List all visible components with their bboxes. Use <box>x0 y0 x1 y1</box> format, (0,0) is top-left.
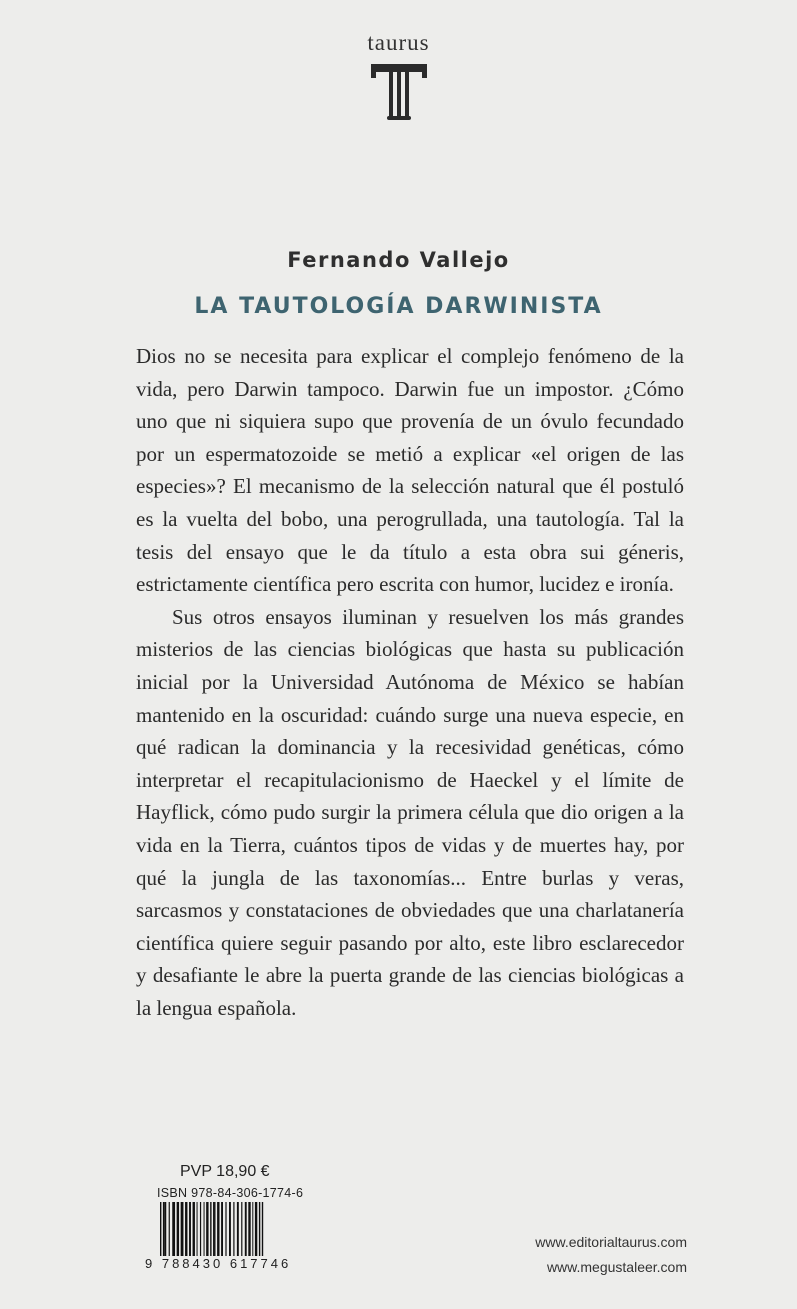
publisher-links <box>535 1230 687 1280</box>
barcode-bar <box>204 1202 205 1258</box>
barcode-bar <box>164 1202 166 1258</box>
barcode-bar <box>255 1202 257 1258</box>
barcode-bar <box>193 1202 195 1258</box>
price-label: PVP 18,90 € <box>180 1163 270 1180</box>
barcode-bar <box>217 1202 219 1258</box>
barcode-bar <box>185 1202 187 1258</box>
barcode-bar <box>181 1202 184 1258</box>
barcode-bar <box>225 1202 226 1258</box>
barcode-bar <box>177 1202 179 1258</box>
back-cover-blurb <box>136 340 684 1024</box>
author-name: Fernando Vallejo <box>287 248 510 272</box>
barcode-bar <box>206 1202 208 1258</box>
barcode-bar <box>221 1202 223 1258</box>
barcode-bar <box>233 1202 234 1258</box>
website-link-editorialtaurus[interactable]: www.editorialtaurus.com <box>535 1234 687 1250</box>
website-link-megustaleer[interactable]: www.megustaleer.com <box>546 1259 687 1275</box>
barcode-bar <box>197 1202 198 1258</box>
isbn-label: ISBN 978-84-306-1774-6 <box>157 1186 304 1200</box>
barcode-bar <box>241 1202 242 1258</box>
barcode-number: 9 788430 617746 <box>145 1256 313 1271</box>
barcode-bar <box>252 1202 253 1258</box>
barcode-bar <box>229 1202 231 1258</box>
blurb-paragraph: Sus otros ensayos iluminan y resuelven los más grandes misterios de las ciencias biológicas que hasta su publicación inicial por la Universidad Autónoma de México se habían mantenido en la oscuridad: cuándo surge una nueva especie, en qué radican la dominancia y la recesividad genéticas, cómo interpretar el recapitulacionismo de Haeckel y el límite de Hayflick, cómo pudo surgir la primera célula que dio origen a la vida en la Tierra, cuántos tipos de vidas y de muertes hay, por qué la jungla de las taxonomías... Entre burlas y veras, sarcasmos y constataciones de obviedades que una charlatanería científica quiere seguir pasando por alto, este libro esclarecedor y desafiante le abre la puerta grande de las ciencias biológicas a la lengua española. <box>136 604 684 1020</box>
blurb-paragraph: Dios no se necesita para explicar el complejo fenómeno de la vida, pero Darwin tampoco. Darwin fue un impostor. ¿Cómo uno que ni siquiera supo que provenía de un óvulo fecundado por un espermatozoide se metió a explicar «el origen de las especies»? El mecanismo de la selección natural que él postuló es la vuelta del bobo, una perogrullada, una tautología. Tal la tesis del ensayo que le da título a esta obra sui géneris, estrictamente científica pero escrita con humor, lucidez e ironía. <box>136 344 684 597</box>
taurus-t-logo-icon <box>370 62 428 122</box>
barcode-bar <box>172 1202 175 1258</box>
book-title: LA TAUTOLOGÍA DARWINISTA <box>194 294 603 319</box>
publisher-name: taurus <box>367 30 430 55</box>
barcode-bar <box>169 1202 170 1258</box>
barcode-bar <box>215 1202 216 1258</box>
barcode-bar <box>248 1202 250 1258</box>
barcode-bar <box>200 1202 201 1258</box>
barcode-bar <box>237 1202 239 1258</box>
publisher-brand <box>0 30 797 122</box>
barcode-bar <box>245 1202 247 1258</box>
barcode-bar <box>189 1202 191 1258</box>
